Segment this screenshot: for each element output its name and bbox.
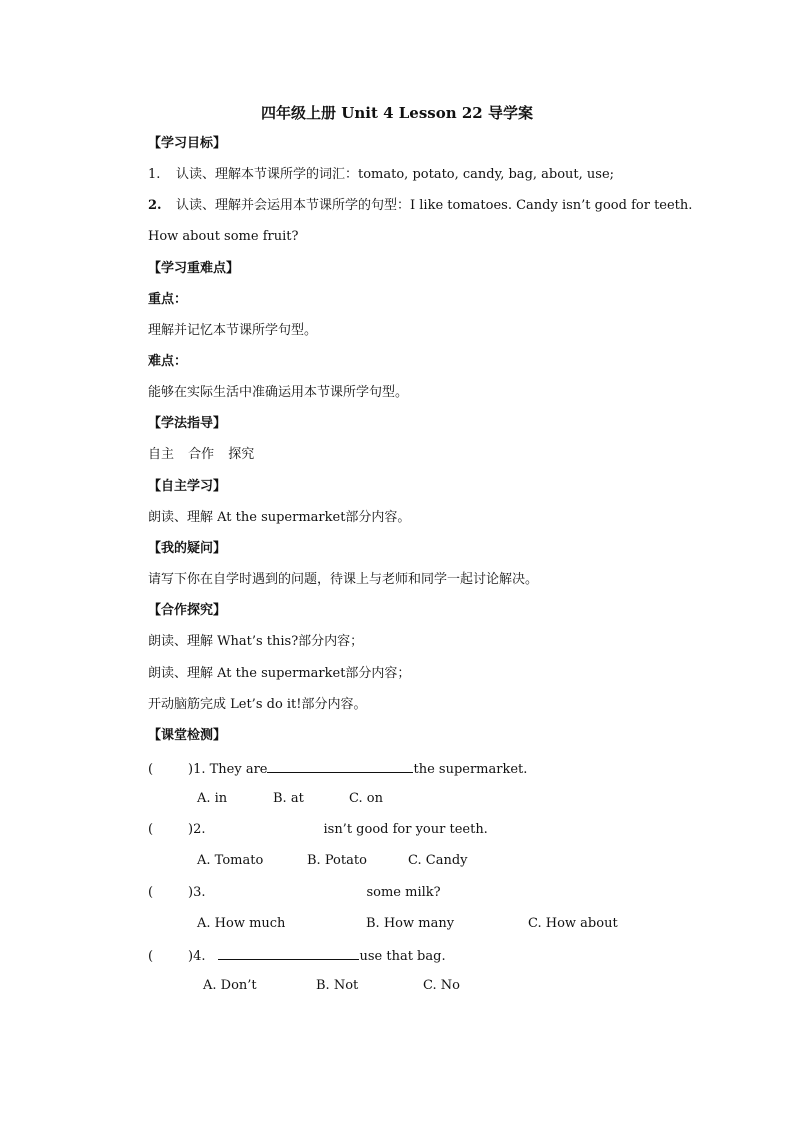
option-c[interactable]: C. on: [349, 791, 383, 806]
key-label: 重点：: [148, 292, 188, 307]
method-text: 自主 合作 探究: [148, 447, 255, 462]
option-a[interactable]: A. in: [197, 791, 228, 806]
questions-text: 请写下你在自学时遇到的问题，待课上与老师和同学一起讨论解决。: [148, 572, 539, 587]
answer-bracket[interactable]: (: [148, 822, 154, 837]
question-text: some milk?: [366, 885, 441, 900]
question-number: )4.: [188, 949, 206, 964]
goal-2-number: 2.: [148, 198, 162, 213]
quiz-question-4: [148, 947, 446, 965]
option-b[interactable]: B. at: [273, 791, 304, 806]
answer-bracket[interactable]: (: [148, 949, 154, 964]
quiz-question-2: [148, 822, 488, 838]
questions-heading: 【我的疑问】: [148, 541, 227, 556]
method-heading: 【学法指导】: [148, 416, 227, 431]
option-c[interactable]: C. How about: [528, 916, 618, 931]
option-a[interactable]: A. Don’t: [203, 978, 257, 993]
goal-2-continuation: How about some fruit?: [148, 229, 299, 244]
goal-item-2: [148, 198, 692, 214]
difficult-label: 难点：: [148, 354, 188, 369]
cooperation-line-2: 朗读、理解 At the supermarket部分内容；: [148, 666, 411, 681]
quiz-heading: 【课堂检测】: [148, 728, 227, 743]
option-c[interactable]: C. No: [423, 978, 460, 993]
goal-1-text: 认读、理解本节课所学的词汇：tomato, potato, candy, bag, about, use;: [176, 167, 615, 182]
answer-bracket[interactable]: (: [148, 762, 154, 777]
question-text: the supermarket.: [413, 762, 528, 777]
key-text: 理解并记忆本节课所学句型。: [148, 323, 318, 338]
question-text: isn’t good for your teeth.: [323, 822, 488, 837]
quiz-question-3: [148, 885, 441, 901]
self-study-heading: 【自主学习】: [148, 479, 227, 494]
question-number: )1. They are: [188, 762, 268, 777]
difficult-text: 能够在实际生活中准确运用本节课所学句型。: [148, 385, 409, 400]
key-points-heading: 【学习重难点】: [148, 261, 240, 276]
goal-2-text: 认读、理解并会运用本节课所学的句型：I like tomatoes. Candy isn’t good for teeth.: [176, 198, 693, 213]
cooperation-heading: 【合作探究】: [148, 603, 227, 618]
cooperation-line-1: 朗读、理解 What’s this?部分内容；: [148, 634, 364, 649]
cooperation-line-3: 开动脑筋完成 Let’s do it!部分内容。: [148, 697, 367, 712]
option-a[interactable]: A. How much: [197, 916, 286, 931]
question-number: )3.: [188, 885, 206, 900]
page-title: 四年级上册 Unit 4 Lesson 22 导学案: [261, 104, 533, 122]
option-c[interactable]: C. Candy: [408, 853, 468, 868]
goal-1-number: 1.: [148, 167, 161, 182]
option-b[interactable]: B. How many: [366, 916, 455, 931]
fill-blank[interactable]: [267, 760, 413, 773]
option-a[interactable]: A. Tomato: [197, 853, 264, 868]
self-study-text: 朗读、理解 At the supermarket部分内容。: [148, 510, 411, 525]
question-number: )2.: [188, 822, 206, 837]
question-text: use that bag.: [359, 949, 446, 964]
answer-bracket[interactable]: (: [148, 885, 154, 900]
goals-heading: 【学习目标】: [148, 136, 227, 151]
goal-item-1: [148, 167, 614, 183]
option-b[interactable]: B. Potato: [307, 853, 367, 868]
option-b[interactable]: B. Not: [316, 978, 359, 993]
fill-blank[interactable]: [218, 947, 359, 960]
quiz-question-1: [148, 760, 527, 778]
